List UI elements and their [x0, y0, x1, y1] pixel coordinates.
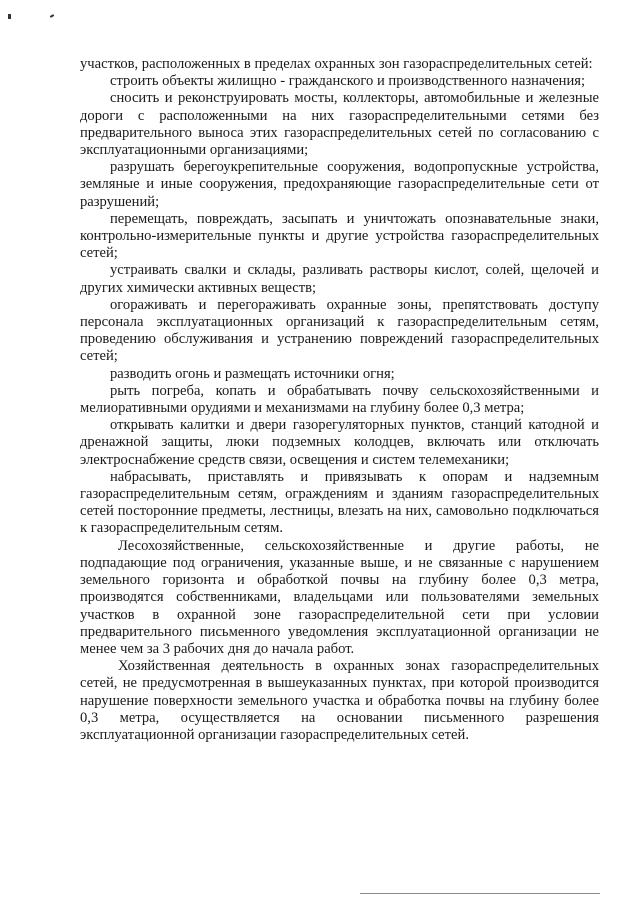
scan-artifact [8, 14, 11, 19]
list-item-move-signs: перемещать, повреждать, засыпать и уничтожать опознавательные знаки, контрольно-измерительные пункты и другие устройства газораспределительных сетей; [80, 210, 599, 262]
list-item-fire: разводить огонь и размещать источники огня; [110, 365, 395, 382]
list-item-build: строить объекты жилищно - гражданского и производственного назначения; [110, 73, 586, 90]
paragraph-economic-activity: Хозяйственная деятельность в охранных зонах газораспределительных сетей, не предусмотренная в вышеуказанных пунктах, при которой производится нарушение поверхности земельного участка и обработка почвы на глубину более 0,3 метра, осуществляется на основании письменного разрешения эксплуатационной организации газораспределительных сетей. [80, 658, 599, 743]
paragraph-continuation: участков, расположенных в пределах охранных зон газораспределительных сетей: [80, 56, 593, 72]
list-item-demolish: сносить и реконструировать мосты, коллекторы, автомобильные и железные дороги с расположенными на них газораспределительными сетями без предварительного выноса этих газораспределительных сетей по согласованию с эксплуатационными организациями; [80, 90, 599, 159]
scan-artifact [50, 14, 54, 18]
document-body [80, 56, 599, 744]
list-item-destroy-structures: разрушать берегоукрепительные сооружения, водопропускные устройства, земляные и иные сооружения, предохраняющие газораспределительные сети от разрушений; [80, 159, 599, 210]
list-item-fencing: огораживать и перегораживать охранные зоны, препятствовать доступу персонала эксплуатационных организаций к газораспределительным сетям, проведению обслуживания и устранению повреждений газораспределительных сетей; [80, 296, 599, 365]
list-item-dumps: устраивать свалки и склады, разливать растворы кислот, солей, щелочей и других химически активных веществ; [80, 262, 599, 296]
paragraph-forestry-works: Лесохозяйственные, сельскохозяйственные и другие работы, не подпадающие под ограничения, указанные выше, и не связанные с нарушением земельного горизонта и обработкой почвы на глубину более 0,3 метра, производятся собственниками, владельцами или пользователями земельных участков в охранной зоне газораспределительной сети при условии предварительного письменного уведомления эксплуатационной организации не менее чем за 3 рабочих дня до начала работ. [80, 537, 599, 657]
list-item-digging: рыть погреба, копать и обрабатывать почву сельскохозяйственными и мелиоративными орудиями и механизмами на глубину более 0,3 метра; [80, 382, 599, 417]
list-item-objects: набрасывать, приставлять и привязывать к опорам и надземным газораспределительным сетям, ограждениям и зданиям газораспределительных сетей посторонние предметы, лестницы, влезать на них, самовольно подключаться к газораспределительным сетям. [80, 468, 599, 537]
bottom-rule [360, 893, 600, 894]
list-item-doors: открывать калитки и двери газорегуляторных пунктов, станций катодной и дренажной защиты, люки подземных колодцев, включать или отключать электроснабжение средств связи, освещения и систем телемеханики; [80, 417, 599, 468]
